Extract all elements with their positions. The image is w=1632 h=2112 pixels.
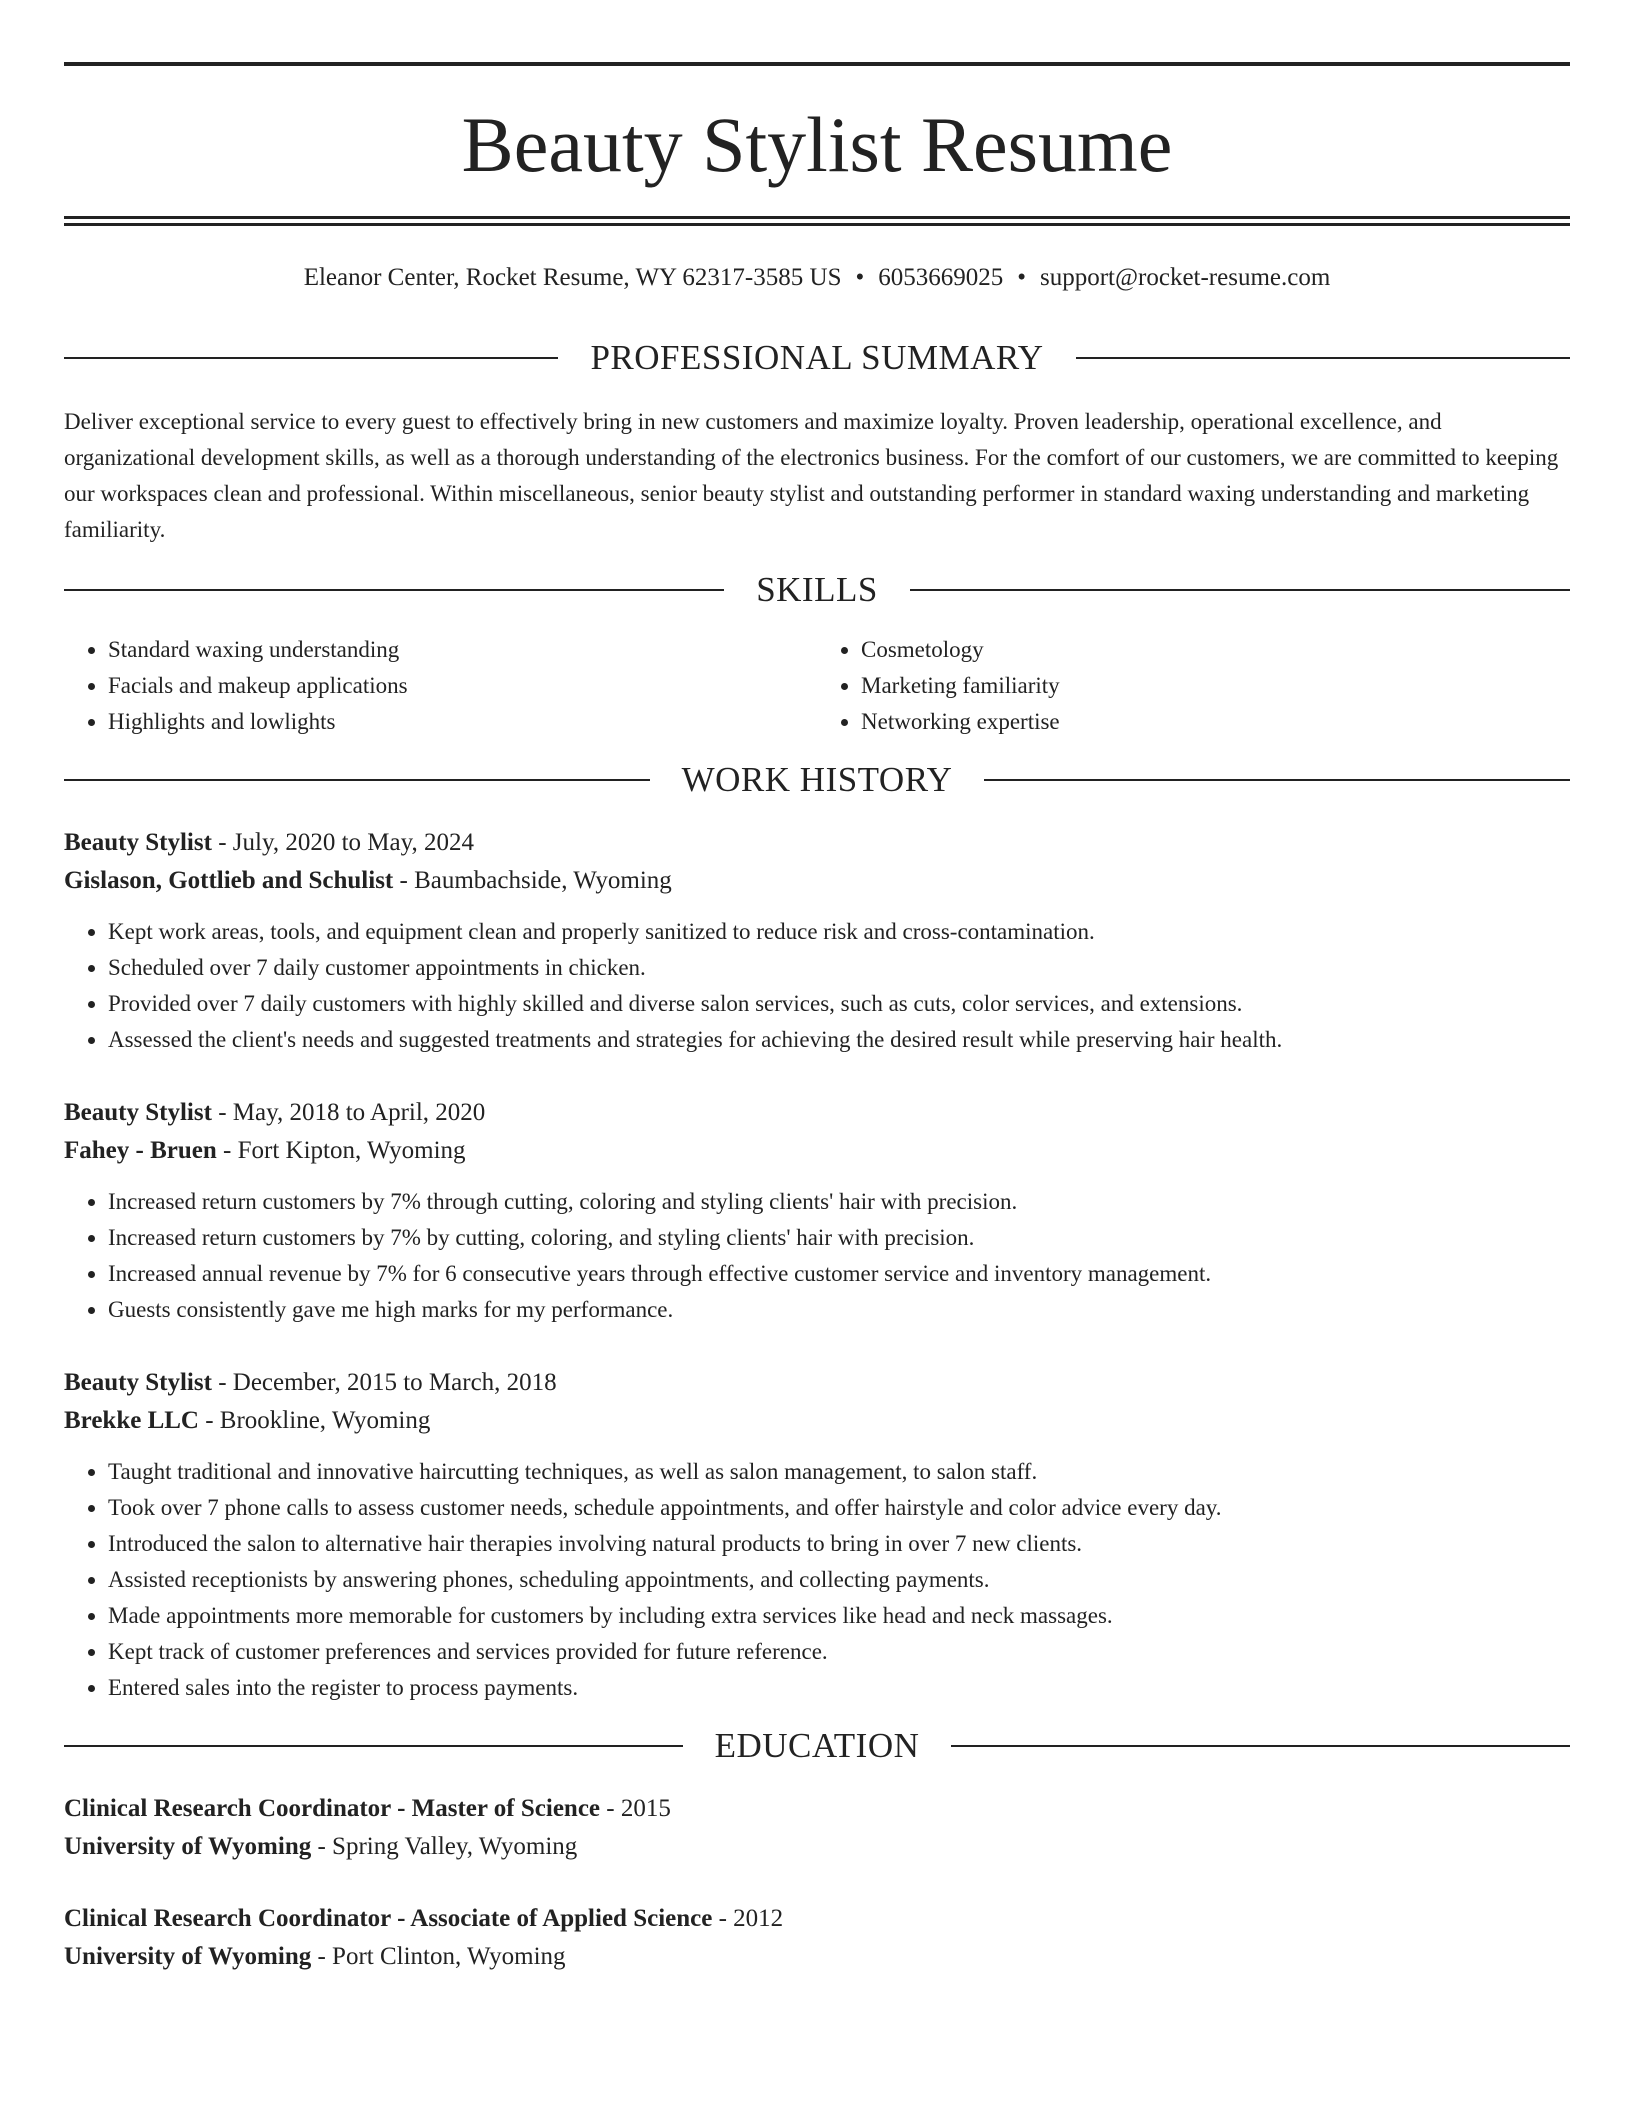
job-bullets <box>64 1454 1570 1706</box>
list-item: • Increased annual revenue by 7% for 6 consecutive years through effective customer service and inventory management. <box>108 1256 1570 1292</box>
education-school: University of Wyoming <box>64 1943 312 1970</box>
heading-rule-left <box>64 589 724 591</box>
work-heading: WORK HISTORY <box>681 760 953 799</box>
skills-column-right <box>817 632 1570 740</box>
education-year: - 2012 <box>712 1905 784 1932</box>
job-company: Gislason, Gottlieb and Schulist <box>64 867 394 894</box>
education-section-heading <box>64 1726 1570 1766</box>
skill-item: • Marketing familiarity <box>861 668 1570 704</box>
heading-rule-left <box>64 357 558 359</box>
skills-list <box>64 632 1570 740</box>
skill-item: • Standard waxing understanding <box>108 632 817 668</box>
heading-rule-right <box>984 779 1570 781</box>
job-location: - Brookline, Wyoming <box>198 1407 431 1434</box>
job-title-line <box>64 1364 1570 1402</box>
contact-separator: • <box>1017 264 1026 291</box>
contact-separator: • <box>855 264 865 291</box>
education-degree: Clinical Research Coordinator - Associate of Applied Science <box>64 1905 713 1932</box>
list-item: • Increased return customers by 7% through cutting, coloring and styling clients' hair with precision. <box>108 1184 1570 1220</box>
education-school-line <box>64 1938 1570 1976</box>
education-degree: Clinical Research Coordinator - Master of Science <box>64 1795 601 1822</box>
list-item: • Kept track of customer preferences and services provided for future reference. <box>108 1634 1570 1670</box>
list-item: • Assessed the client's needs and suggested treatments and strategies for achieving the desired result while preserving hair health. <box>108 1022 1570 1058</box>
summary-text: Deliver exceptional service to every guest to effectively bring in new customers and maximize loyalty. Proven leadership, operational excellence, and organizational development skills, as well as a thorough understanding of the electronics business. For the comfort of our customers, we are committed to keeping our workspaces clean and professional. Within miscellaneous, senior beauty stylist and outstanding performer in standard waxing understanding and marketing familiarity. <box>64 409 1559 542</box>
list-item: • Assisted receptionists by answering phones, scheduling appointments, and collecting payments. <box>108 1562 1570 1598</box>
job-title: Beauty Stylist <box>64 1099 212 1126</box>
education-heading: EDUCATION <box>714 1726 920 1765</box>
job-bullets <box>64 1184 1570 1328</box>
job-bullets <box>64 914 1570 1058</box>
education-entry <box>64 1900 1570 1976</box>
education-location: - Spring Valley, Wyoming <box>311 1833 578 1860</box>
summary-section-heading <box>64 338 1570 378</box>
contact-phone: 6053669025 <box>878 264 1004 291</box>
job-entry <box>64 1094 1570 1328</box>
job-dates: - July, 2020 to May, 2024 <box>211 829 474 856</box>
job-company-line <box>64 1402 1570 1440</box>
skill-item: • Highlights and lowlights <box>108 704 817 740</box>
skill-item: • Networking expertise <box>861 704 1570 740</box>
contact-line <box>64 262 1570 294</box>
list-item: • Entered sales into the register to process payments. <box>108 1670 1570 1706</box>
heading-rule-right <box>1076 357 1570 359</box>
title-double-rule <box>64 216 1570 226</box>
education-degree-line <box>64 1790 1570 1828</box>
list-item: • Scheduled over 7 daily customer appointments in chicken. <box>108 950 1570 986</box>
contact-email: support@rocket-resume.com <box>1040 264 1331 291</box>
page-title: Beauty Stylist Resume <box>461 101 1173 188</box>
job-company: Fahey - Bruen <box>64 1137 217 1164</box>
job-entry <box>64 1364 1570 1706</box>
education-entry <box>64 1790 1570 1866</box>
list-item: • Introduced the salon to alternative hair therapies involving natural products to bring in over 7 new clients. <box>108 1526 1570 1562</box>
list-item: • Taught traditional and innovative haircutting techniques, as well as salon management, to salon staff. <box>108 1454 1570 1490</box>
education-year: - 2015 <box>600 1795 671 1822</box>
skills-column-left <box>64 632 817 740</box>
resume-page <box>64 62 1570 1976</box>
job-dates: - May, 2018 to April, 2020 <box>211 1099 486 1126</box>
education-degree-line <box>64 1900 1570 1938</box>
skill-item: • Cosmetology <box>861 632 1570 668</box>
heading-rule-left <box>64 779 650 781</box>
work-section-heading <box>64 760 1570 800</box>
job-title-line <box>64 1094 1570 1132</box>
list-item: • Provided over 7 daily customers with highly skilled and diverse salon services, such as cuts, color services, and extensions. <box>108 986 1570 1022</box>
contact-address: Eleanor Center, Rocket Resume, WY 62317-3585 US <box>303 264 842 291</box>
education-school: University of Wyoming <box>64 1833 312 1860</box>
heading-rule-right <box>951 1745 1570 1747</box>
job-title: Beauty Stylist <box>64 829 212 856</box>
job-company-line <box>64 1132 1570 1170</box>
heading-rule-right <box>910 589 1570 591</box>
job-company: Brekke LLC <box>64 1407 199 1434</box>
job-company-line <box>64 862 1570 900</box>
skills-heading: SKILLS <box>756 570 878 609</box>
list-item: • Increased return customers by 7% by cutting, coloring, and styling clients' hair with precision. <box>108 1220 1570 1256</box>
job-location: - Fort Kipton, Wyoming <box>216 1137 466 1164</box>
skill-item: • Facials and makeup applications <box>108 668 817 704</box>
list-item: • Took over 7 phone calls to assess customer needs, schedule appointments, and offer hairstyle and color advice every day. <box>108 1490 1570 1526</box>
list-item: • Made appointments more memorable for customers by including extra services like head and neck massages. <box>108 1598 1570 1634</box>
skills-section-heading <box>64 570 1570 610</box>
top-rule <box>64 62 1570 66</box>
education-school-line <box>64 1828 1570 1866</box>
job-location: - Baumbachside, Wyoming <box>393 867 672 894</box>
heading-rule-left <box>64 1745 683 1747</box>
job-dates: - December, 2015 to March, 2018 <box>211 1369 557 1396</box>
summary-heading: PROFESSIONAL SUMMARY <box>590 338 1044 377</box>
list-item: • Kept work areas, tools, and equipment clean and properly sanitized to reduce risk and cross-contamination. <box>108 914 1570 950</box>
job-title-line <box>64 824 1570 862</box>
education-location: - Port Clinton, Wyoming <box>311 1943 566 1970</box>
job-entry <box>64 824 1570 1058</box>
list-item: • Guests consistently gave me high marks for my performance. <box>108 1292 1570 1328</box>
job-title: Beauty Stylist <box>64 1369 212 1396</box>
